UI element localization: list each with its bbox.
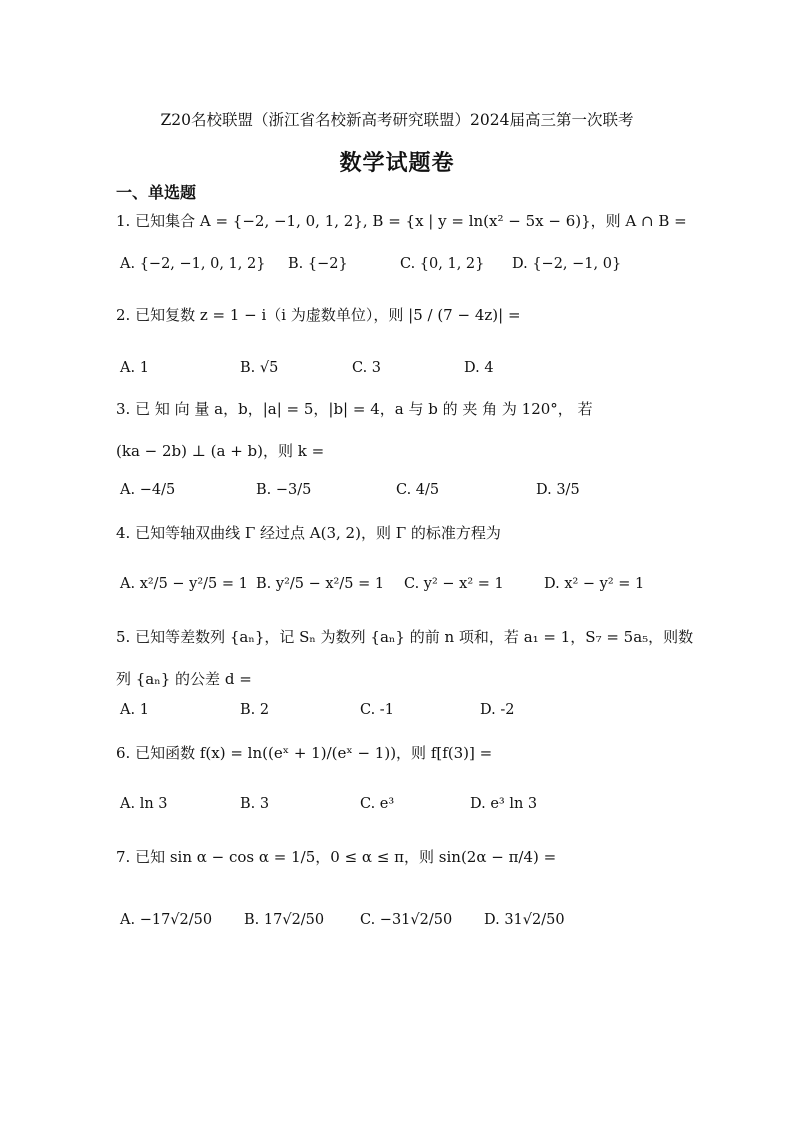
q1-option-d: D. {−2, −1, 0} <box>512 256 622 272</box>
q4-option-b: B. y²/5 − x²/5 = 1 <box>256 576 385 592</box>
q3-option-c: C. 4/5 <box>396 482 440 498</box>
question-1: 1. 已知集合 A = {−2, −1, 0, 1, 2}, B = {x | y = ln(x² − 5x − 6)}，则 A ∩ B = <box>116 212 687 230</box>
q7-option-a: A. −17√2/50 <box>120 912 213 928</box>
q5-option-c: C. -1 <box>360 702 394 718</box>
exam-title: 数学试题卷 <box>339 150 455 176</box>
exam-header: Z20名校联盟（浙江省名校新高考研究联盟）2024届高三第一次联考 <box>160 111 634 129</box>
q4-option-a: A. x²/5 − y²/5 = 1 <box>120 576 248 592</box>
q5-option-d: D. -2 <box>480 702 515 718</box>
q2-option-c: C. 3 <box>352 360 382 376</box>
question-5-continued: 列 {aₙ} 的公差 d = <box>116 670 252 688</box>
q7-option-b: B. 17√2/50 <box>244 912 325 928</box>
q4-option-c: C. y² − x² = 1 <box>404 576 504 592</box>
question-4: 4. 已知等轴双曲线 Γ 经过点 A(3, 2)，则 Γ 的标准方程为 <box>116 524 501 542</box>
question-5: 5. 已知等差数列 {aₙ}，记 Sₙ 为数列 {aₙ} 的前 n 项和，若 a₁ = 1，S₇ = 5a₅，则数 <box>116 628 694 646</box>
q3-option-b: B. −3/5 <box>256 482 312 498</box>
q4-option-d: D. x² − y² = 1 <box>544 576 645 592</box>
q3-option-d: D. 3/5 <box>536 482 580 498</box>
q1-option-a: A. {−2, −1, 0, 1, 2} <box>120 256 266 272</box>
q1-option-c: C. {0, 1, 2} <box>400 256 485 272</box>
question-3: 3. 已 知 向 量 a，b，|a| = 5，|b| = 4，a 与 b 的 夹 角 为 120°， 若 <box>116 400 593 418</box>
q2-option-b: B. √5 <box>240 360 279 376</box>
q3-option-a: A. −4/5 <box>120 482 176 498</box>
q2-option-a: A. 1 <box>120 360 149 376</box>
question-3-continued: (ka − 2b) ⊥ (a + b)，则 k = <box>116 442 325 460</box>
q7-option-c: C. −31√2/50 <box>360 912 453 928</box>
q6-option-c: C. e³ <box>360 796 395 812</box>
q5-option-b: B. 2 <box>240 702 270 718</box>
question-2: 2. 已知复数 z = 1 − i（i 为虚数单位），则 |5 / (7 − 4z)| = <box>116 306 521 324</box>
question-7: 7. 已知 sin α − cos α = 1/5，0 ≤ α ≤ π，则 sin(2α − π/4) = <box>116 848 557 866</box>
q2-option-d: D. 4 <box>464 360 494 376</box>
q1-option-b: B. {−2} <box>288 256 348 272</box>
q7-option-d: D. 31√2/50 <box>484 912 565 928</box>
q6-option-b: B. 3 <box>240 796 270 812</box>
q6-option-a: A. ln 3 <box>120 796 168 812</box>
question-6: 6. 已知函数 f(x) = ln((eˣ + 1)/(eˣ − 1))，则 f[f(3)] = <box>116 744 493 762</box>
section-heading: 一、单选题 <box>116 183 197 202</box>
q6-option-d: D. e³ ln 3 <box>470 796 538 812</box>
q5-option-a: A. 1 <box>120 702 149 718</box>
